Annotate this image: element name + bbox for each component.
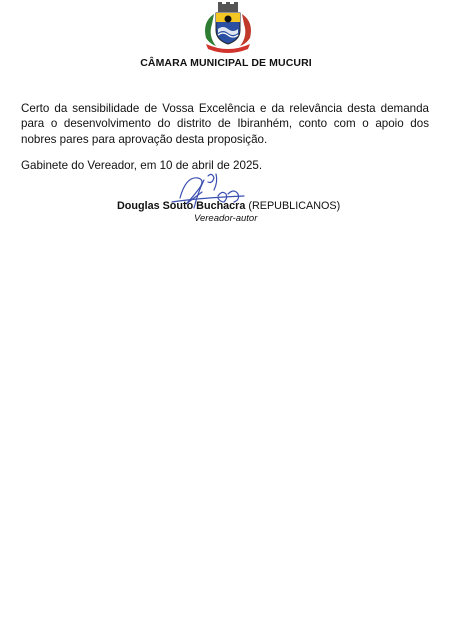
signer-line [117,200,340,212]
chamber-title: CÂMARA MUNICIPAL DE MUCURI [140,57,312,69]
date-line: Gabinete do Vereador, em 10 de abril de 2025. [21,159,263,172]
signer-party: (REPUBLICANOS) [248,200,341,212]
signer-name: Douglas Souto Buchacra [117,200,246,212]
signer-role: Vereador-autor [194,213,258,224]
body-paragraph: Certo da sensibilidade de Vossa Excelência e da relevância desta demanda para o desenvolvimento do distrito de Ibiranhém, conto com o apoio dos nobres pares para aprovação desta proposição. [21,101,429,146]
coat-of-arms-icon [196,2,260,54]
